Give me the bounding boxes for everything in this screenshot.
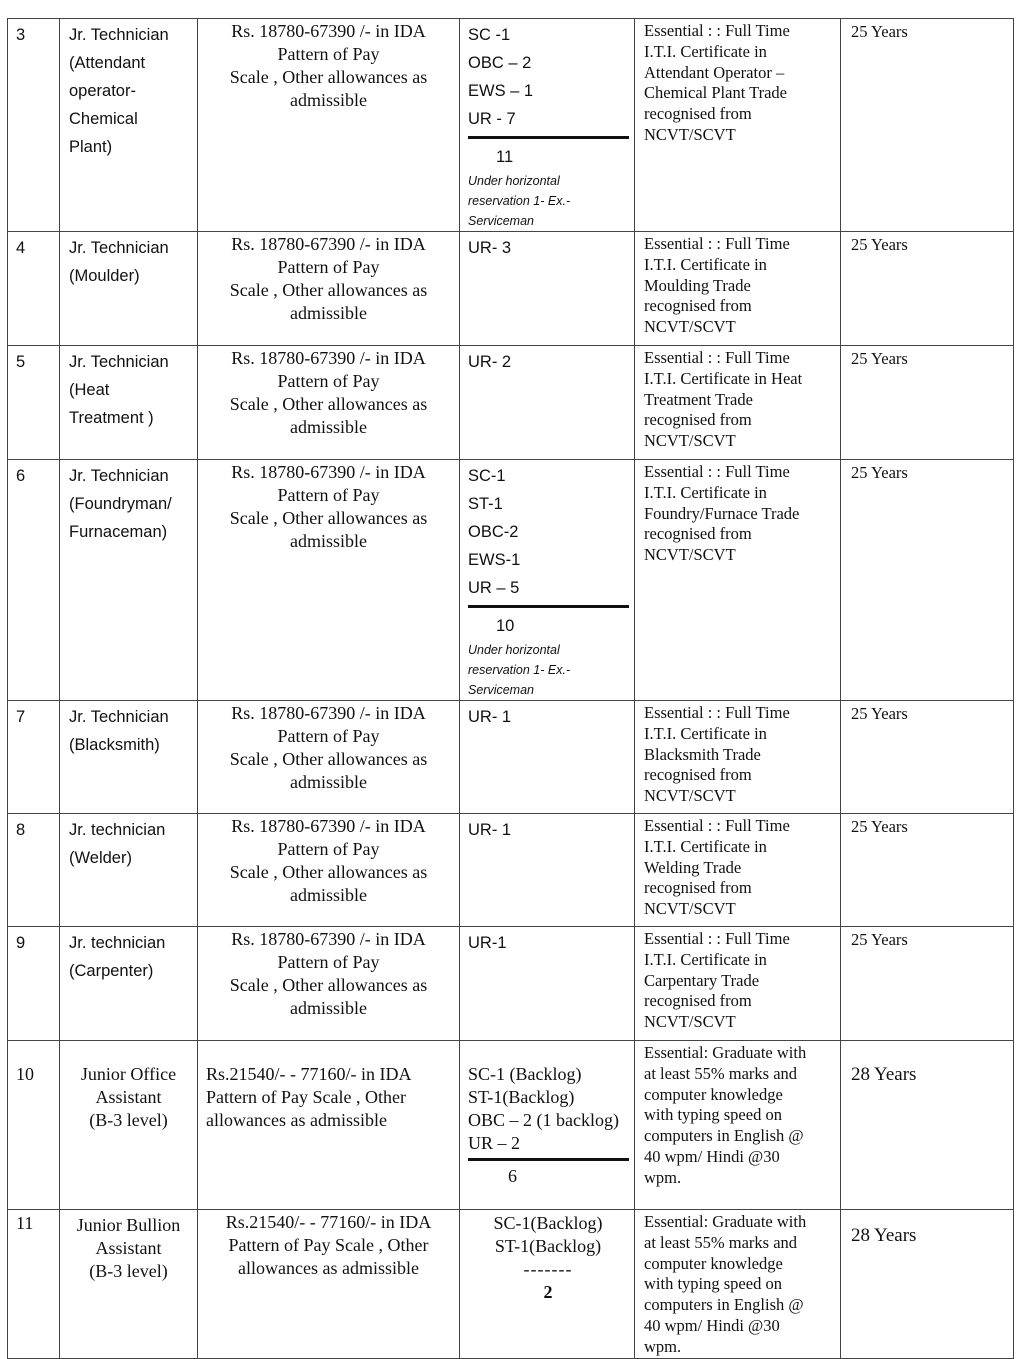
age-limit-cell (841, 346, 1014, 460)
qualification-line: I.T.I. Certificate in Heat (644, 368, 803, 388)
post-name-cell (60, 701, 198, 814)
pay-scale-cell (198, 701, 460, 814)
qualification-cell (635, 1210, 841, 1359)
post-name-line: Jr. Technician (69, 467, 169, 485)
pay-scale-line: admissible (290, 90, 367, 110)
pay-scale-cell (198, 232, 460, 346)
reservation-line: EWS-1 (468, 551, 521, 569)
row-number: 9 (16, 934, 26, 952)
row-number-cell (8, 927, 60, 1041)
age-limit-cell (841, 232, 1014, 346)
qualification-line: Carpentary Trade (644, 970, 760, 990)
age-limit-cell (841, 927, 1014, 1041)
qualification-line: NCVT/SCVT (644, 1012, 736, 1032)
age-limit: 25 Years (851, 704, 908, 723)
pay-scale-line: admissible (290, 885, 367, 905)
qualification-line: at least 55% marks and (644, 1232, 798, 1252)
qualification-line: I.T.I. Certificate in (644, 482, 767, 502)
pay-scale-line: allowances as admissible (238, 1258, 419, 1278)
age-limit: 25 Years (851, 22, 908, 41)
row-number: 11 (16, 1213, 34, 1233)
reservation-line: SC-1 (Backlog) (468, 1064, 582, 1084)
qualification-cell (635, 701, 841, 814)
pay-scale-line: Rs.21540/- - 77160/- in IDA (206, 1064, 412, 1084)
table-row (8, 460, 1014, 701)
qualification-line: I.T.I. Certificate in (644, 723, 767, 743)
reservation-cell (460, 927, 635, 1041)
reservation-cell (460, 814, 635, 927)
post-name-line: Furnaceman) (69, 523, 168, 541)
qualification-line: NCVT/SCVT (644, 786, 736, 806)
post-name-line: Jr. Technician (69, 708, 169, 726)
age-limit: 28 Years (851, 1225, 917, 1246)
qualification-cell (635, 1041, 841, 1210)
age-limit-cell (841, 1210, 1014, 1359)
reservation-note-line: Under horizontal (468, 643, 560, 657)
reservation-line: EWS – 1 (468, 82, 534, 100)
reservation-note-line: reservation 1- Ex.- (468, 194, 571, 208)
pay-scale-line: Pattern of Pay (277, 371, 380, 391)
pay-scale-line: admissible (290, 772, 367, 792)
post-name-line: (Attendant (69, 54, 146, 72)
post-name-line: (Blacksmith) (69, 736, 160, 754)
qualification-line: NCVT/SCVT (644, 431, 736, 451)
qualification-line: I.T.I. Certificate in (644, 949, 767, 969)
post-name-line: (Foundryman/ (69, 495, 172, 513)
qualification-line: Essential : : Full Time (644, 348, 790, 367)
table-row (8, 1210, 1014, 1359)
row-number-cell (8, 1041, 60, 1210)
reservation-line: SC -1 (468, 26, 511, 44)
pay-scale-line: Rs. 18780-67390 /- in IDA (231, 816, 426, 836)
qualification-line: Moulding Trade (644, 275, 751, 295)
pay-scale-line: Rs. 18780-67390 /- in IDA (231, 348, 426, 368)
qualification-line: Welding Trade (644, 857, 742, 877)
row-number: 7 (16, 708, 26, 726)
reservation-line: ST-1 (468, 495, 503, 513)
qualification-cell (635, 232, 841, 346)
qualification-line: Attendant Operator – (644, 62, 785, 82)
reservation-line: SC-1(Backlog) (493, 1213, 603, 1233)
qualification-line: recognised from (644, 991, 752, 1011)
age-limit: 25 Years (851, 817, 908, 836)
qualification-line: wpm. (644, 1336, 682, 1356)
row-number: 10 (16, 1064, 34, 1084)
age-limit-cell (841, 701, 1014, 814)
table-row (8, 927, 1014, 1041)
post-name-line: (Welder) (69, 849, 132, 867)
reservation-cell (460, 346, 635, 460)
pay-scale-line: admissible (290, 998, 367, 1018)
post-name-line: (Heat (69, 381, 110, 399)
row-number: 3 (16, 26, 26, 44)
qualification-line: recognised from (644, 524, 752, 544)
pay-scale-cell (198, 814, 460, 927)
pay-scale-line: Pattern of Pay Scale , Other (206, 1087, 406, 1107)
reservation-note-line: reservation 1- Ex.- (468, 663, 571, 677)
reservation-line: SC-1 (468, 467, 506, 485)
reservation-line: UR – 5 (468, 579, 520, 597)
qualification-line: Treatment Trade (644, 389, 753, 409)
reservation-line: UR- 2 (468, 353, 512, 371)
reservation-separator: ------- (523, 1259, 573, 1279)
pay-scale-cell (198, 346, 460, 460)
row-number: 8 (16, 821, 26, 839)
reservation-total: 11 (496, 148, 514, 166)
post-name-cell (60, 232, 198, 346)
qualification-cell (635, 927, 841, 1041)
table-row (8, 701, 1014, 814)
row-number: 5 (16, 353, 26, 371)
row-number: 6 (16, 467, 26, 485)
post-name-line: Treatment ) (69, 409, 154, 427)
row-number-cell (8, 232, 60, 346)
table-row (8, 19, 1014, 232)
pay-scale-line: Rs.21540/- - 77160/- in IDA (225, 1212, 432, 1232)
reservation-line: OBC-2 (468, 523, 519, 541)
pay-scale-line: Rs. 18780-67390 /- in IDA (231, 21, 426, 41)
pay-scale-cell (198, 460, 460, 701)
reservation-line: UR-1 (468, 934, 507, 952)
qualification-line: with typing speed on (644, 1274, 782, 1294)
qualification-cell (635, 814, 841, 927)
row-number-cell (8, 1210, 60, 1359)
qualification-line: computer knowledge (644, 1253, 783, 1273)
pay-scale-line: Scale , Other allowances as (229, 508, 428, 528)
table-row (8, 1041, 1014, 1210)
total-rule (468, 136, 629, 139)
qualification-line: NCVT/SCVT (644, 899, 736, 919)
qualification-line: recognised from (644, 878, 752, 898)
qualification-cell (635, 346, 841, 460)
row-number: 4 (16, 239, 26, 257)
reservation-cell (460, 1210, 635, 1359)
qualification-line: NCVT/SCVT (644, 124, 736, 144)
qualification-line: wpm. (644, 1167, 682, 1187)
age-limit-cell (841, 19, 1014, 232)
qualification-line: Essential : : Full Time (644, 929, 790, 948)
table-row (8, 346, 1014, 460)
pay-scale-line: admissible (290, 417, 367, 437)
pay-scale-line: Pattern of Pay (277, 44, 380, 64)
pay-scale-cell (198, 927, 460, 1041)
post-name-line: Junior Bullion (76, 1215, 181, 1235)
qualification-line: recognised from (644, 104, 752, 124)
post-name-cell (60, 927, 198, 1041)
post-name-cell (60, 19, 198, 232)
qualification-line: with typing speed on (644, 1105, 782, 1125)
qualification-line: Essential: Graduate with (644, 1043, 807, 1062)
qualification-line: recognised from (644, 296, 752, 316)
pay-scale-line: admissible (290, 531, 367, 551)
qualification-line: Essential : : Full Time (644, 462, 790, 481)
reservation-line: UR- 1 (468, 821, 512, 839)
reservation-line: ST-1(Backlog) (494, 1236, 602, 1256)
pay-scale-line: Scale , Other allowances as (229, 394, 428, 414)
row-number-cell (8, 346, 60, 460)
qualification-line: I.T.I. Certificate in (644, 254, 767, 274)
pay-scale-line: Pattern of Pay (277, 952, 380, 972)
post-name-line: Jr. Technician (69, 26, 169, 44)
qualification-line: Blacksmith Trade (644, 744, 761, 764)
post-name-line: (Carpenter) (69, 962, 154, 980)
pay-scale-line: Rs. 18780-67390 /- in IDA (231, 929, 426, 949)
post-name-line: (B-3 level) (89, 1261, 168, 1281)
pay-scale-line: Rs. 18780-67390 /- in IDA (231, 234, 426, 254)
total-rule (468, 1158, 629, 1161)
reservation-line: OBC – 2 (468, 54, 532, 72)
pay-scale-line: Scale , Other allowances as (229, 975, 428, 995)
row-number-cell (8, 19, 60, 232)
qualification-line: recognised from (644, 410, 752, 430)
reservation-note-line: Under horizontal (468, 174, 560, 188)
qualification-line: computers in English @ (644, 1126, 804, 1146)
post-name-line: Chemical (69, 110, 138, 128)
age-limit: 25 Years (851, 235, 908, 254)
pay-scale-cell (198, 1041, 460, 1210)
reservation-total: 10 (496, 617, 515, 635)
post-name-line: Jr. technician (69, 934, 166, 952)
qualification-line: Essential : : Full Time (644, 816, 790, 835)
reservation-total: 2 (543, 1282, 553, 1302)
pay-scale-line: Scale , Other allowances as (229, 67, 428, 87)
total-rule (468, 605, 629, 608)
qualification-line: 40 wpm/ Hindi @30 (644, 1146, 780, 1166)
qualification-line: recognised from (644, 765, 752, 785)
qualification-line: Essential : : Full Time (644, 703, 790, 722)
post-name-line: Jr. Technician (69, 353, 169, 371)
age-limit: 28 Years (851, 1064, 917, 1085)
reservation-cell (460, 19, 635, 232)
reservation-note-line: Serviceman (468, 214, 534, 228)
post-name-line: Assistant (95, 1238, 162, 1258)
reservation-line: OBC – 2 (1 backlog) (468, 1110, 619, 1130)
table-row (8, 814, 1014, 927)
row-number-cell (8, 701, 60, 814)
qualification-line: computer knowledge (644, 1084, 783, 1104)
qualification-line: I.T.I. Certificate in (644, 836, 767, 856)
age-limit-cell (841, 1041, 1014, 1210)
reservation-line: UR- 1 (468, 708, 512, 726)
pay-scale-line: Scale , Other allowances as (229, 749, 428, 769)
qualification-line: Chemical Plant Trade (644, 83, 787, 103)
reservation-cell (460, 232, 635, 346)
qualification-line: at least 55% marks and (644, 1063, 798, 1083)
pay-scale-line: admissible (290, 303, 367, 323)
row-number-cell (8, 460, 60, 701)
pay-scale-line: Scale , Other allowances as (229, 280, 428, 300)
pay-scale-line: Scale , Other allowances as (229, 862, 428, 882)
qualification-line: Essential: Graduate with (644, 1212, 807, 1231)
recruitment-vacancy-table (7, 18, 1014, 1359)
post-name-cell (60, 1210, 198, 1359)
pay-scale-cell (198, 1210, 460, 1359)
age-limit: 25 Years (851, 463, 908, 482)
reservation-total: 6 (508, 1166, 517, 1186)
reservation-line: UR - 7 (468, 110, 516, 128)
qualification-line: Foundry/Furnace Trade (644, 503, 800, 523)
age-limit: 25 Years (851, 349, 908, 368)
reservation-cell (460, 701, 635, 814)
post-name-line: operator- (69, 82, 136, 100)
qualification-line: Essential : : Full Time (644, 21, 790, 40)
age-limit-cell (841, 460, 1014, 701)
qualification-line: Essential : : Full Time (644, 234, 790, 253)
qualification-cell (635, 19, 841, 232)
reservation-cell (460, 1041, 635, 1210)
reservation-cell (460, 460, 635, 701)
post-name-line: Jr. Technician (69, 239, 169, 257)
reservation-note-line: Serviceman (468, 683, 534, 697)
qualification-line: 40 wpm/ Hindi @30 (644, 1315, 780, 1335)
pay-scale-line: Pattern of Pay (277, 726, 380, 746)
reservation-line: ST-1(Backlog) (468, 1087, 575, 1107)
post-name-cell (60, 460, 198, 701)
qualification-line: I.T.I. Certificate in (644, 41, 767, 61)
pay-scale-cell (198, 19, 460, 232)
qualification-cell (635, 460, 841, 701)
pay-scale-line: Pattern of Pay Scale , Other (228, 1235, 429, 1255)
pay-scale-line: Rs. 18780-67390 /- in IDA (231, 462, 426, 482)
qualification-line: NCVT/SCVT (644, 317, 736, 337)
row-number-cell (8, 814, 60, 927)
age-limit-cell (841, 814, 1014, 927)
post-name-line: Junior Office (80, 1064, 177, 1084)
post-name-cell (60, 814, 198, 927)
post-name-line: Plant) (69, 138, 113, 156)
post-name-line: (B-3 level) (89, 1110, 168, 1130)
qualification-line: computers in English @ (644, 1295, 804, 1315)
post-name-cell (60, 346, 198, 460)
pay-scale-line: Pattern of Pay (277, 257, 380, 277)
qualification-line: NCVT/SCVT (644, 545, 736, 565)
post-name-line: Assistant (95, 1087, 162, 1107)
post-name-cell (60, 1041, 198, 1210)
reservation-line: UR – 2 (468, 1133, 521, 1153)
pay-scale-line: allowances as admissible (206, 1110, 387, 1130)
age-limit: 25 Years (851, 930, 908, 949)
post-name-line: Jr. technician (69, 821, 166, 839)
reservation-line: UR- 3 (468, 239, 512, 257)
post-name-line: (Moulder) (69, 267, 140, 285)
pay-scale-line: Pattern of Pay (277, 485, 380, 505)
pay-scale-line: Rs. 18780-67390 /- in IDA (231, 703, 426, 723)
table-row (8, 232, 1014, 346)
pay-scale-line: Pattern of Pay (277, 839, 380, 859)
